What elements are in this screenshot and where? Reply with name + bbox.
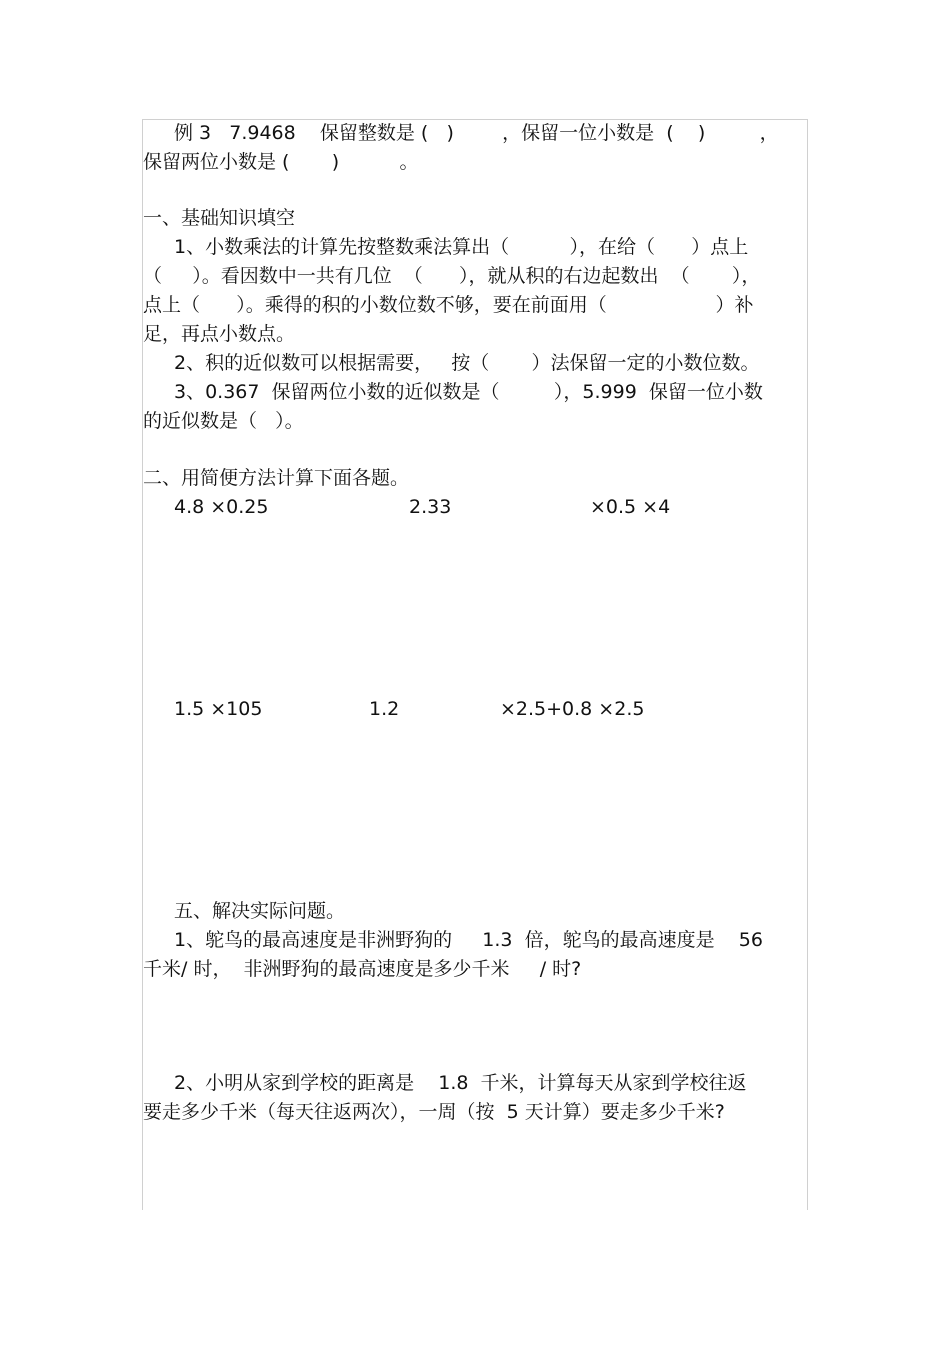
q1-line-4: 足，再点小数点。 bbox=[143, 323, 296, 345]
calc-1-c: ×0.5 ×4 bbox=[590, 496, 671, 518]
calc-2-c: ×2.5+0.8 ×2.5 bbox=[500, 698, 645, 720]
q2-line: 2、积的近似数可以根据需要， 按（ ）法保留一定的小数位数。 bbox=[174, 352, 760, 374]
q1-line-3: 点上（ ）。乘得的积的小数位数不够，要在前面用（ ）补 bbox=[143, 294, 754, 316]
problem-1-line-1: 1、鸵鸟的最高速度是非洲野狗的 1.3 倍，鸵鸟的最高速度是 56 bbox=[174, 929, 763, 951]
problem-1-line-2: 千米/ 时， 非洲野狗的最高速度是多少千米 / 时? bbox=[143, 958, 582, 980]
problem-2-line-1: 2、小明从家到学校的距离是 1.8 千米，计算每天从家到学校往返 bbox=[174, 1072, 747, 1094]
section-5-heading: 五、解决实际问题。 bbox=[174, 900, 346, 922]
calc-1-a: 4.8 ×0.25 bbox=[174, 496, 269, 518]
q1-line-2: （ ）。看因数中一共有几位 （ ），就从积的右边起数出 （ ）， bbox=[143, 265, 761, 287]
problem-2-line-2: 要走多少千米（每天往返两次），一周（按 5 天计算）要走多少千米? bbox=[143, 1101, 725, 1123]
calc-2-b: 1.2 bbox=[369, 698, 400, 720]
section-1-heading: 一、基础知识填空 bbox=[143, 207, 296, 229]
section-2-heading: 二、用简便方法计算下面各题。 bbox=[143, 467, 410, 489]
q1-line-1: 1、小数乘法的计算先按整数乘法算出（ ），在给（ ）点上 bbox=[174, 236, 749, 258]
example-line-2: 保留两位小数是 ( ) 。 bbox=[143, 151, 419, 173]
calc-1-b: 2.33 bbox=[409, 496, 452, 518]
example-line-1: 例 3 7.9468 保留整数是 ( ) ，保留一位小数是 ( ) ， bbox=[174, 122, 779, 144]
q3-line-1: 3、0.367 保留两位小数的近似数是（ ），5.999 保留一位小数 bbox=[174, 381, 763, 403]
q3-line-2: 的近似数是（ ）。 bbox=[143, 410, 304, 432]
calc-2-a: 1.5 ×105 bbox=[174, 698, 263, 720]
